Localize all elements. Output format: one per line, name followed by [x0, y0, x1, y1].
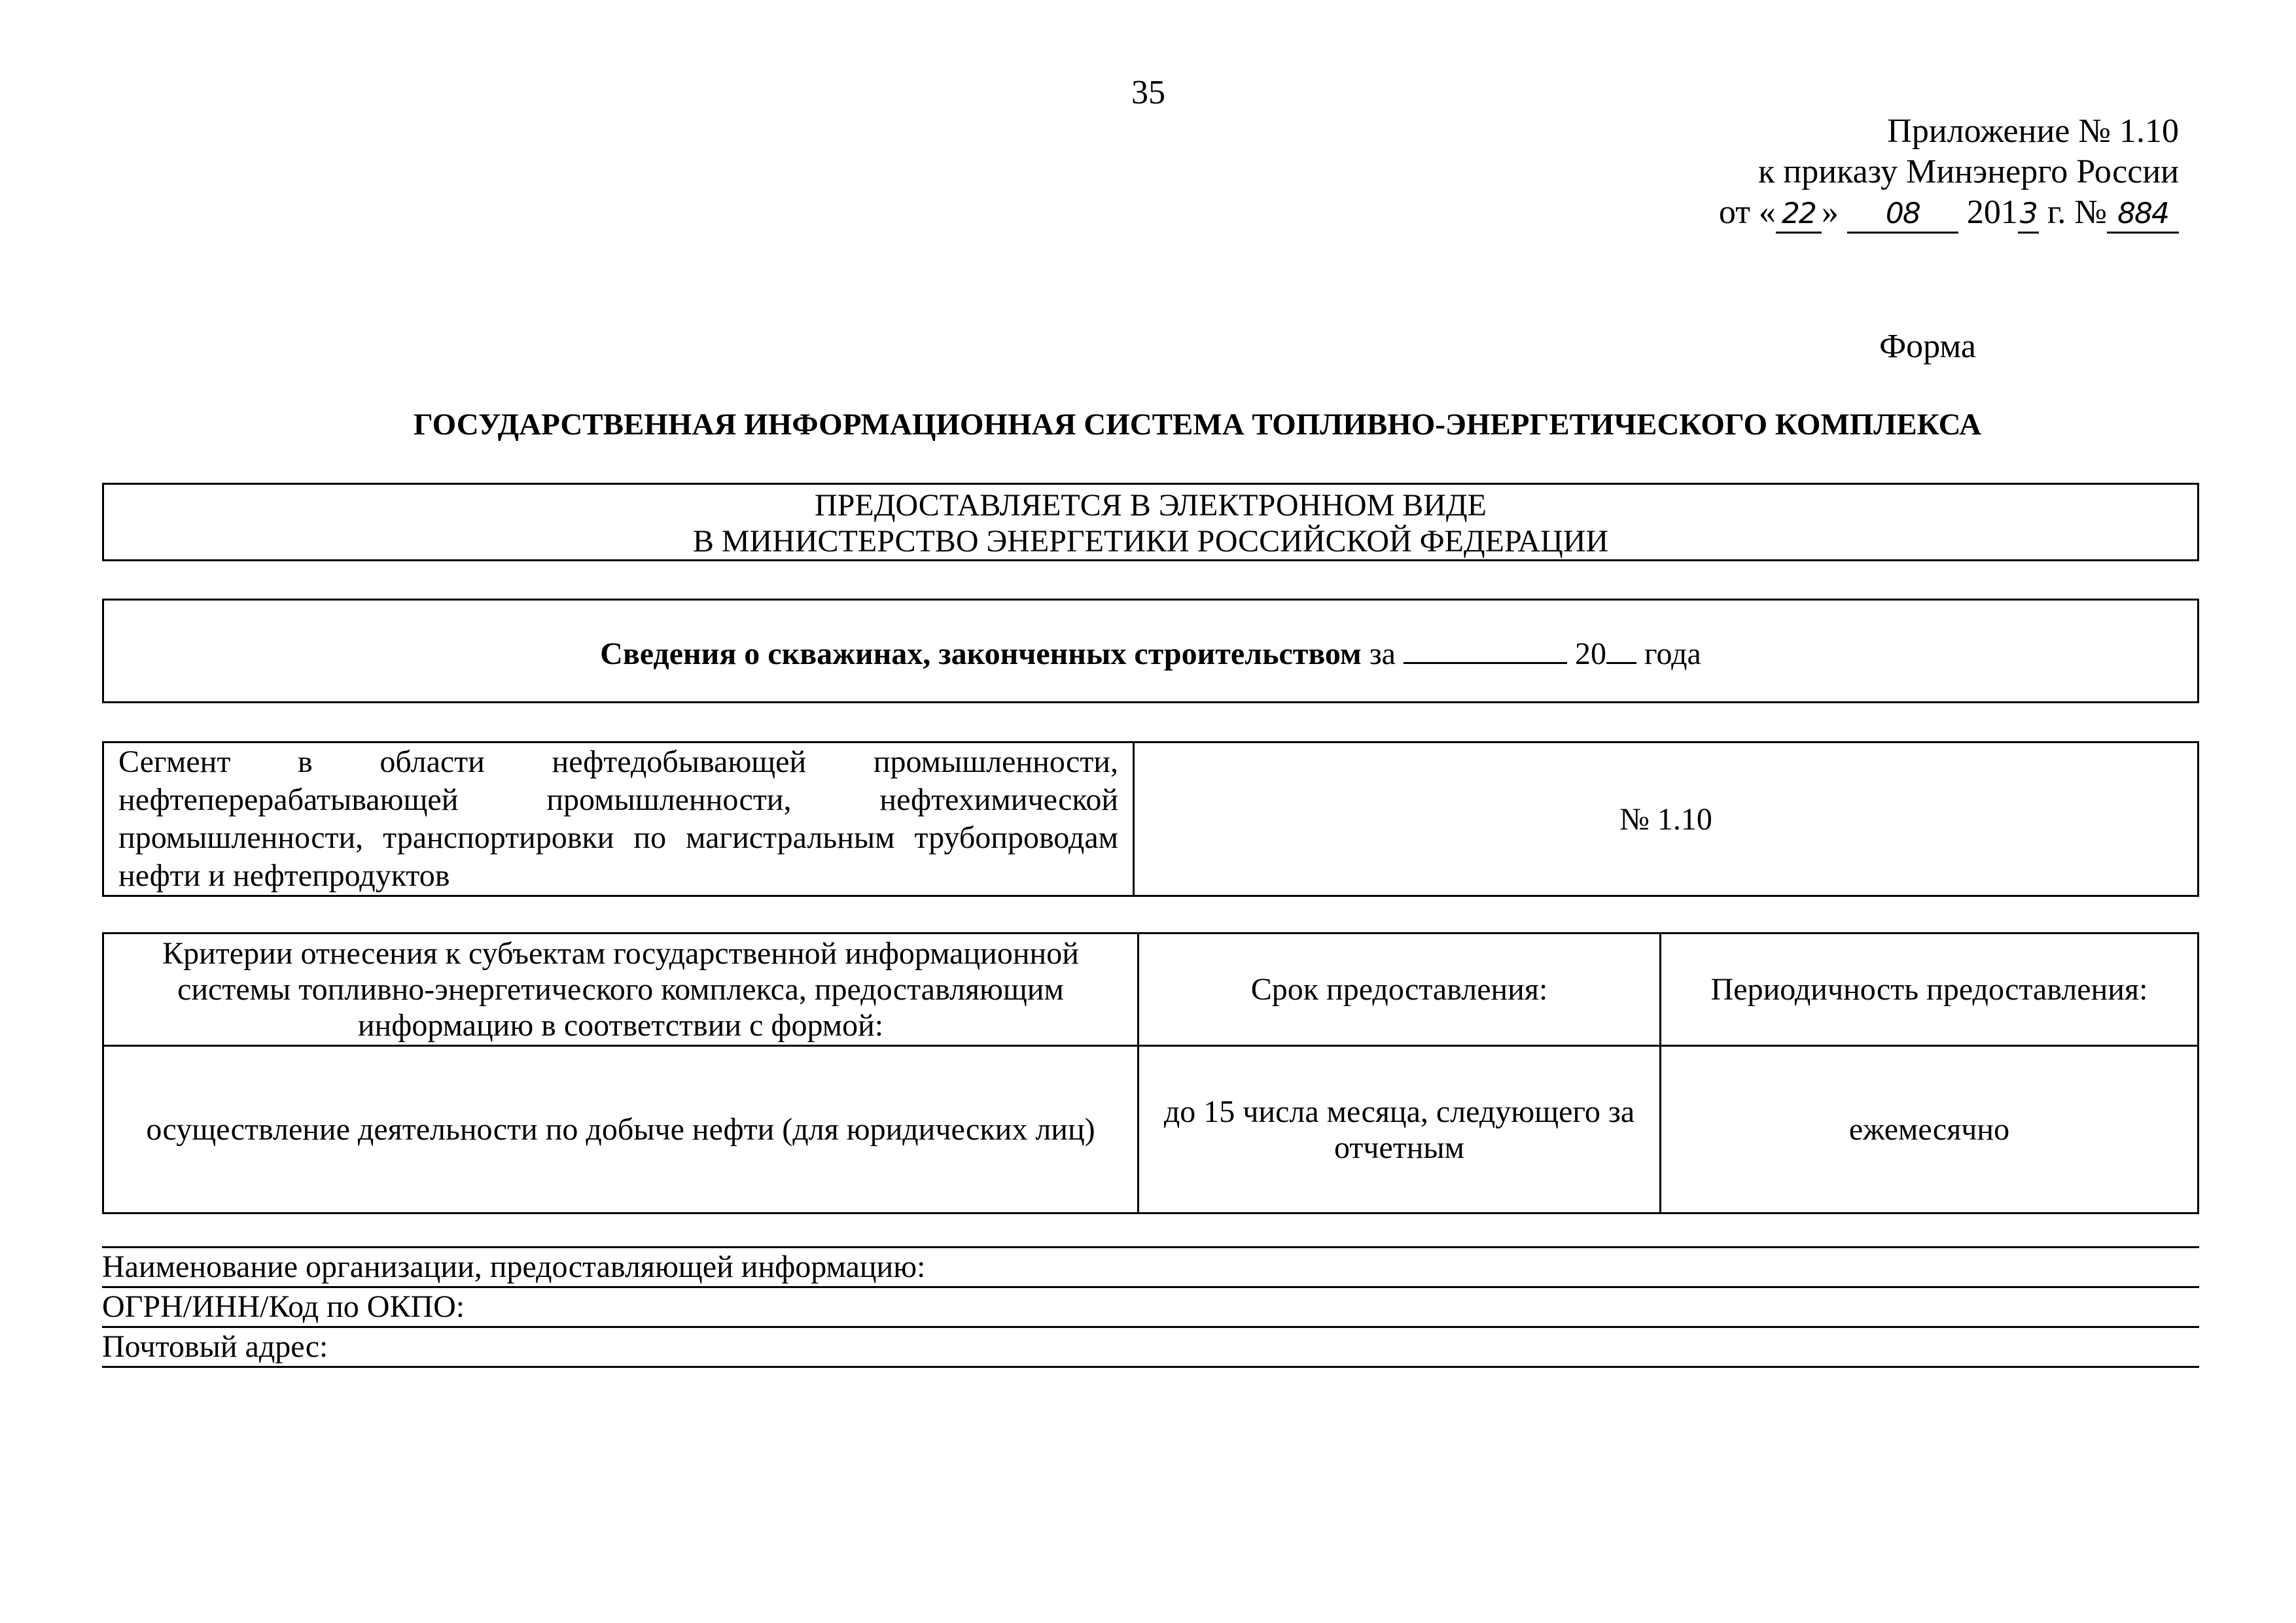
criteria-table: [102, 932, 2199, 1214]
deadline-header: Срок предоставления:: [1139, 934, 1661, 1046]
report-year-blank: [1606, 633, 1636, 664]
system-title: ГОСУДАРСТВЕННАЯ ИНФОРМАЦИОННАЯ СИСТЕМА ТОПЛИВНО-ЭНЕРГЕТИЧЕСКОГО КОМПЛЕКСА: [413, 408, 1982, 442]
appendix-order-ref: к приказу Минэнерго России: [1758, 153, 2179, 190]
appendix-title: Приложение № 1.10: [1887, 113, 2179, 150]
report-title: Сведения о скважинах, законченных строительством: [600, 637, 1362, 671]
segment-table: [102, 741, 2199, 897]
handwritten-month: 08: [1847, 196, 1958, 234]
ogrn-inn-okpo-field: ОГРН/ИНН/Код по ОКПО:: [102, 1286, 2199, 1326]
submission-line-2: В МИНИСТЕРСТВО ЭНЕРГЕТИКИ РОССИЙСКОЙ ФЕДЕРАЦИИ: [692, 524, 1609, 559]
appendix-block: [1629, 111, 2179, 234]
submission-box: [102, 483, 2199, 561]
postal-address-field: Почтовый адрес:: [102, 1326, 2199, 1368]
frequency-header: Периодичность предоставления:: [1661, 934, 2199, 1046]
report-period-blank: [1404, 633, 1567, 664]
report-title-box: [102, 599, 2199, 703]
order-number-prefix: г. №: [2047, 194, 2107, 231]
report-for-word: за: [1369, 637, 1396, 671]
handwritten-order-number: 884: [2107, 196, 2179, 234]
date-mid: »: [1821, 194, 1839, 231]
deadline-value: до 15 числа месяца, следующего за отчетным: [1139, 1046, 1661, 1213]
report-year-word: года: [1644, 637, 1701, 671]
appendix-date-line: [1629, 192, 2179, 234]
date-prefix: от «: [1718, 194, 1776, 231]
criteria-value-row: [103, 1046, 2199, 1213]
criteria-header: Критерии отнесения к субъектам государственной информационной системы топливно-энергетического комплекса, предоставляющим информацию в соответствии с формой:: [103, 934, 1139, 1046]
report-year-prefix: 20: [1574, 637, 1606, 671]
handwritten-year-digit: 3: [2018, 196, 2039, 234]
frequency-value: ежемесячно: [1661, 1046, 2199, 1213]
report-title-line: [104, 633, 2197, 672]
handwritten-day: 22: [1776, 196, 1822, 234]
page-number: 35: [1131, 74, 1165, 111]
form-label: Форма: [1879, 328, 1976, 365]
organization-name-field: Наименование организации, предоставляющей информацию:: [102, 1246, 2199, 1286]
segment-description: Сегмент в области нефтедобывающей промышленности, нефтеперерабатывающей промышленности, нефтехимической промышленности, транспортировки по магистральным трубопроводам нефти и нефтепродуктов: [103, 742, 1134, 896]
form-number: № 1.10: [1134, 742, 2199, 896]
organization-fields: [102, 1246, 2199, 1368]
criteria-header-row: [103, 934, 2199, 1046]
criteria-value: осуществление деятельности по добыче нефти (для юридических лиц): [103, 1046, 1139, 1213]
submission-line-1: ПРЕДОСТАВЛЯЕТСЯ В ЭЛЕКТРОННОМ ВИДЕ: [815, 488, 1487, 523]
year-prefix: 201: [1966, 194, 2018, 231]
